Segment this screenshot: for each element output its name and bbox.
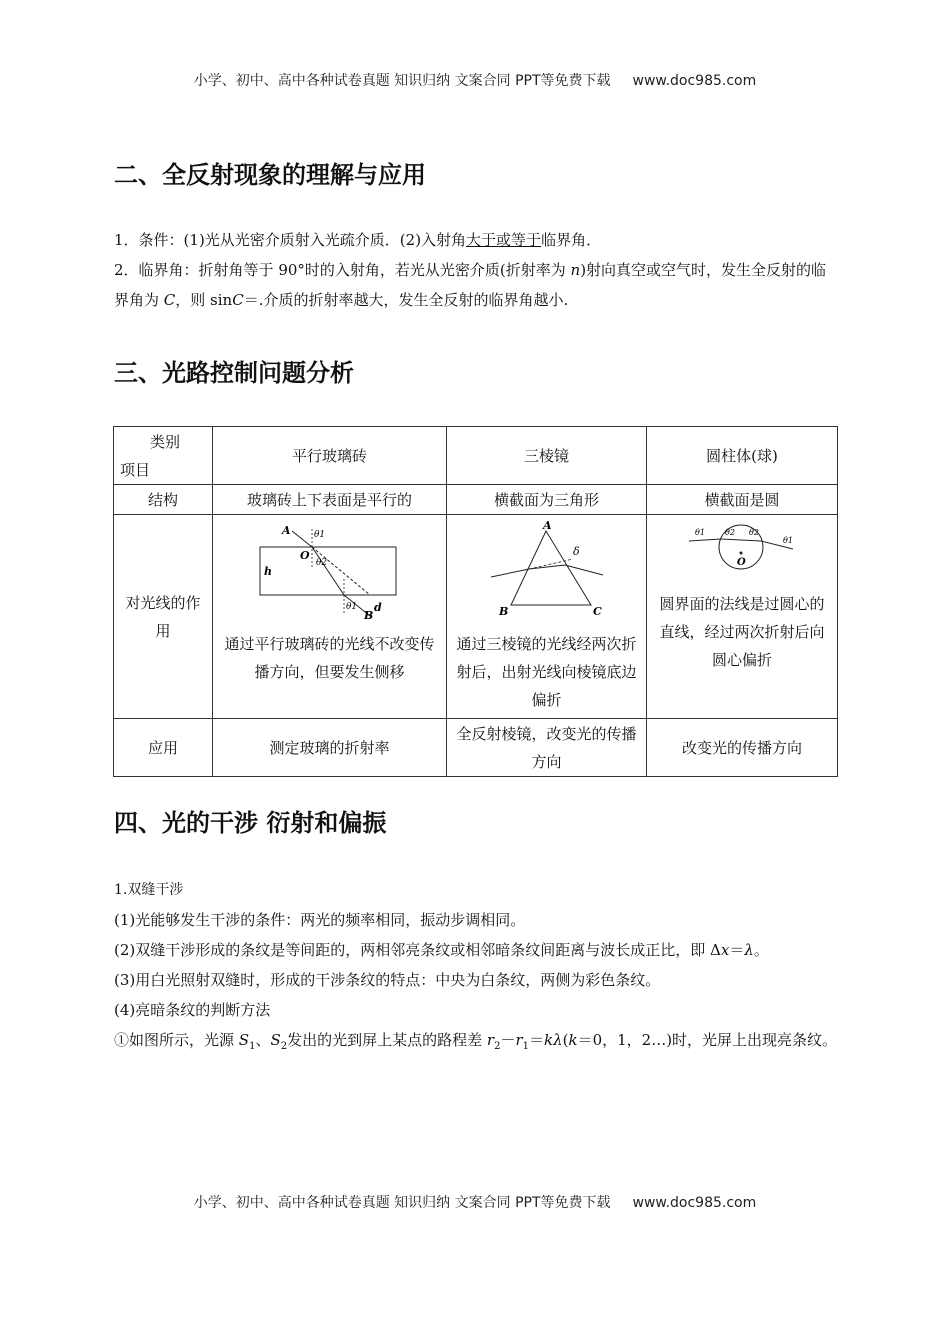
diagram-label: θ1 bbox=[345, 602, 357, 612]
text: ＝.介质的折射率越大，发生全反射的临界角越小. bbox=[243, 291, 569, 309]
symbol: n bbox=[570, 261, 581, 279]
sphere-cell bbox=[646, 515, 837, 719]
symbol: kλ bbox=[544, 1031, 563, 1049]
table-row bbox=[114, 515, 838, 719]
section4-title: 四、光的干涉 衍射和偏振 bbox=[114, 809, 387, 837]
page-footer bbox=[0, 1192, 950, 1212]
text: )射向真空或空气时，发生全反射的临界角为 bbox=[114, 261, 827, 309]
light-path-table bbox=[113, 426, 838, 777]
page-header bbox=[0, 70, 950, 90]
prism-diagram bbox=[453, 519, 639, 619]
row-label: 对光线的作用 bbox=[114, 515, 213, 719]
text: ＝ bbox=[529, 1031, 545, 1049]
diagram-label: O bbox=[299, 549, 310, 562]
section4-l4: (3)用白光照射双缝时，形成的干涉条纹的特点：中央为白条纹，两侧为彩色条纹。 bbox=[114, 971, 661, 989]
table-cell: 全反射棱镜，改变光的传播方向 bbox=[447, 719, 647, 777]
symbol: λ bbox=[744, 941, 754, 959]
sphere-diagram bbox=[653, 519, 831, 579]
text: (2)双缝干涉形成的条纹是等间距的，两相邻亮条纹或相邻暗条纹间距离与波长成正比，即 Δ bbox=[114, 941, 721, 959]
col-header: 平行玻璃砖 bbox=[213, 427, 447, 485]
table-cell: 测定玻璃的折射率 bbox=[213, 719, 447, 777]
table-cell-text: 圆界面的法线是过圆心的直线，经过两次折射后向圆心偏折 bbox=[659, 595, 825, 669]
corner-top: 类别 bbox=[150, 432, 181, 451]
symbol: S bbox=[270, 1031, 281, 1049]
text: 临界角． bbox=[541, 231, 602, 249]
table-cell-text: 通过平行玻璃砖的光线不改变传播方向，但要发生侧移 bbox=[224, 635, 435, 681]
row-label: 结构 bbox=[114, 485, 213, 515]
text: ( bbox=[562, 1031, 569, 1049]
table-row bbox=[114, 485, 838, 515]
text: 发出的光到屏上某点的路程差 bbox=[287, 1031, 487, 1049]
text: － bbox=[500, 1031, 516, 1049]
diagram-label: h bbox=[263, 565, 272, 578]
section4-l3 bbox=[114, 935, 838, 965]
symbol: r bbox=[486, 1031, 495, 1049]
diagram-label: A bbox=[281, 524, 291, 537]
header-site[interactable]: www.doc985.com bbox=[632, 73, 757, 89]
table-header-row bbox=[114, 427, 838, 485]
corner-bottom: 项目 bbox=[120, 460, 151, 479]
text: ＝0，1，2…)时，光屏上出现亮条纹。 bbox=[577, 1031, 838, 1049]
subscript: 1 bbox=[522, 1041, 529, 1052]
subscript: 2 bbox=[280, 1041, 288, 1052]
underlined-text: 大于或等于 bbox=[466, 231, 542, 249]
table-cell: 玻璃砖上下表面是平行的 bbox=[213, 485, 447, 515]
corner-cell bbox=[114, 427, 213, 485]
symbol: C bbox=[163, 291, 176, 309]
diagram-label: B bbox=[363, 609, 373, 619]
diagram-label: δ bbox=[573, 545, 581, 558]
text: ，则 sin bbox=[175, 291, 233, 309]
diagram-label: θ2 bbox=[315, 558, 327, 568]
diagram-label: θ1 bbox=[694, 528, 705, 537]
diagram-label: B bbox=[499, 605, 509, 618]
table-cell: 横截面为三角形 bbox=[447, 485, 647, 515]
section4-l6 bbox=[114, 1025, 838, 1062]
row-label: 应用 bbox=[114, 719, 213, 777]
section2-title: 二、全反射现象的理解与应用 bbox=[114, 161, 426, 189]
col-header: 圆柱体(球) bbox=[646, 427, 837, 485]
footer-text: 小学、初中、高中各种试卷真题 知识归纳 文案合同 PPT等免费下载 bbox=[193, 1195, 611, 1211]
symbol: x bbox=[720, 941, 730, 959]
symbol: S bbox=[238, 1031, 250, 1049]
text: 、 bbox=[255, 1031, 271, 1049]
glass-slab-diagram bbox=[220, 519, 440, 619]
col-header: 三棱镜 bbox=[447, 427, 647, 485]
prism-cell bbox=[447, 515, 647, 719]
section2-p2 bbox=[114, 255, 838, 315]
symbol: C bbox=[232, 291, 244, 309]
table-cell: 改变光的传播方向 bbox=[646, 719, 837, 777]
header-text: 小学、初中、高中各种试卷真题 知识归纳 文案合同 PPT等免费下载 bbox=[193, 73, 611, 89]
diagram-label: d bbox=[373, 601, 382, 614]
text: 2．临界角：折射角等于 90°时的入射角，若光从光密介质(折射率为 bbox=[114, 261, 571, 279]
subscript: 2 bbox=[494, 1041, 501, 1052]
table-cell-text: 通过三棱镜的光线经两次折射后，出射光线向棱镜底边偏折 bbox=[456, 635, 637, 709]
diagram-label: O bbox=[736, 557, 746, 568]
subscript: 1 bbox=[249, 1041, 256, 1052]
table-cell: 横截面是圆 bbox=[646, 485, 837, 515]
section4-l5: (4)亮暗条纹的判断方法 bbox=[114, 1001, 271, 1019]
section3-title: 三、光路控制问题分析 bbox=[114, 359, 354, 387]
diagram-label: θ1 bbox=[313, 530, 325, 540]
footer-site[interactable]: www.doc985.com bbox=[632, 1195, 757, 1211]
diagram-label: C bbox=[593, 605, 603, 618]
diagram-label: A bbox=[543, 519, 553, 532]
symbol: k bbox=[568, 1031, 578, 1049]
section4-l1: 1.双缝干涉 bbox=[114, 882, 184, 898]
symbol: r bbox=[515, 1031, 523, 1049]
table-row bbox=[114, 719, 838, 777]
section2-p1 bbox=[114, 225, 838, 255]
diagram-label: θ2 bbox=[724, 528, 735, 537]
diagram-label: θ2 bbox=[748, 528, 759, 537]
text: 。 bbox=[753, 941, 769, 959]
text: 1．条件：(1)光从光密介质射入光疏介质．(2)入射角 bbox=[114, 231, 467, 249]
slab-cell bbox=[213, 515, 447, 719]
diagram-label: θ1 bbox=[782, 536, 793, 545]
text: ①如图所示，光源 bbox=[114, 1031, 239, 1049]
text: ＝ bbox=[729, 941, 745, 959]
section4-l2: (1)光能够发生干涉的条件：两光的频率相同，振动步调相同。 bbox=[114, 911, 526, 929]
